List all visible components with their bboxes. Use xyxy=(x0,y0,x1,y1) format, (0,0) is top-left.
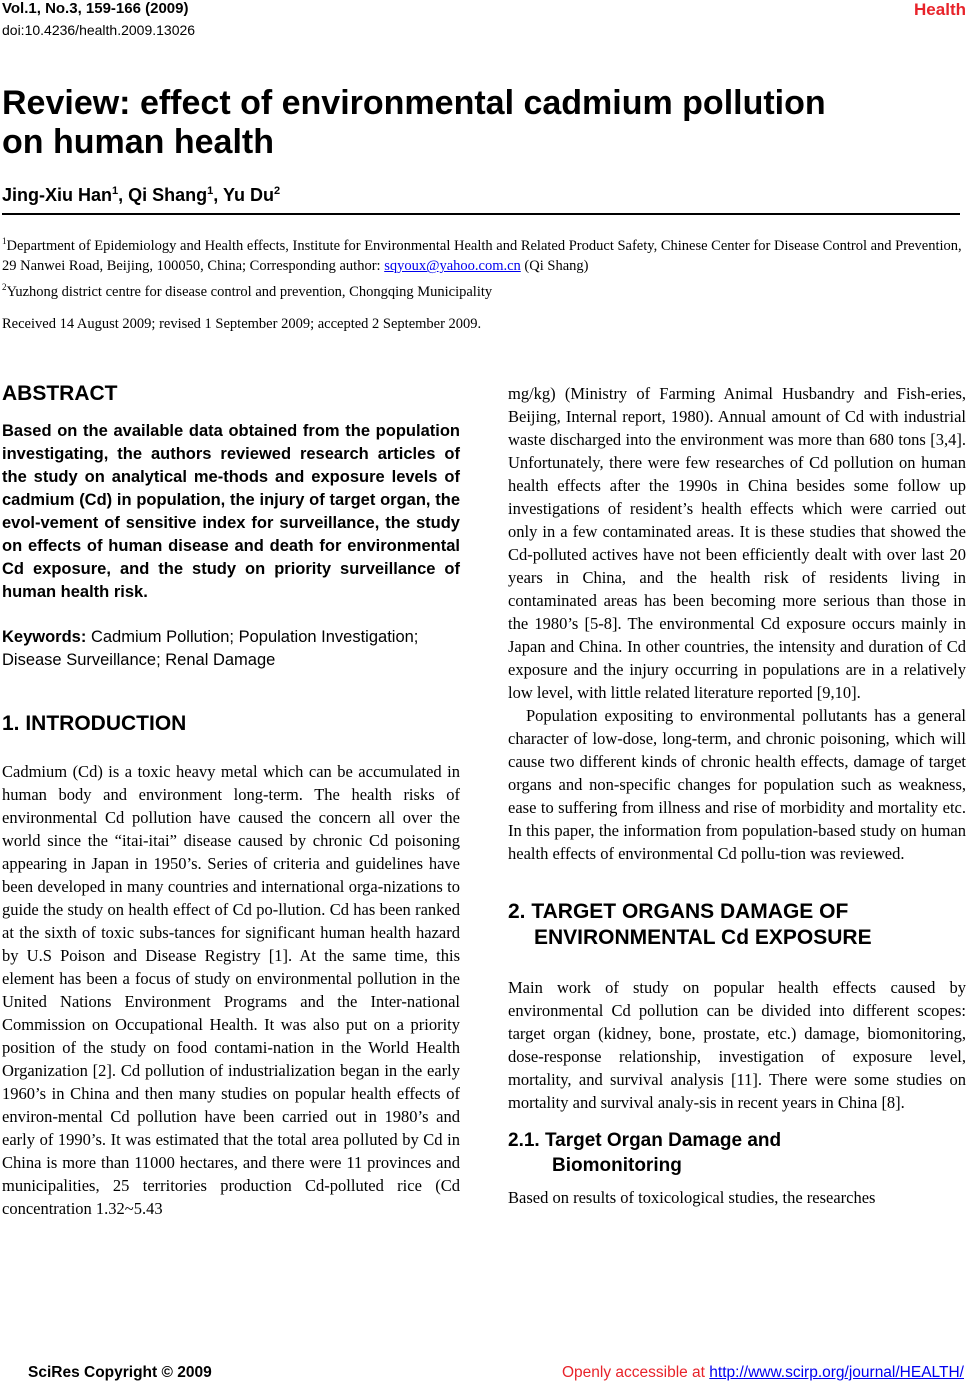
affiliation-2: Yuzhong district centre for disease control and prevention, Chongqing Municipality xyxy=(6,283,493,300)
author-affiliation-mark: 1 xyxy=(207,185,214,197)
journal-url-link[interactable]: http://www.scirp.org/journal/HEALTH/ xyxy=(709,1364,964,1381)
title-divider xyxy=(2,213,960,215)
intro-paragraph-continued: mg/kg) (Ministry of Farming Animal Husbandry and Fish-eries, Beijing, Internal report, 1980). Annual amount of Cd with industrial waste discharged into the environment was more than 680 tons [3,4]. Unfortunately, there were few researches of Cd pollution on human health effects after the 1990s in China besides some follow up investigations of resident’s health effects which were carried out only in a few contaminated areas. It is these studies that showed the Cd-polluted actives have not been efficiently dealt with over last 20 years in China, and the health risk of residents living in contaminated areas has been becoming more serious than those in the 1980’s [5-8]. The environmental Cd exposure occurs mainly in Japan and China. In other countries, the intensity and duration of Cd exposure and the injury occurring in populations are in a relatively low level, with little related literature reported [9,10]. xyxy=(508,384,966,702)
subsection-heading-line-1: 2.1. Target Organ Damage and xyxy=(508,1130,782,1151)
abstract-text: Based on the available data obtained from the population investigating, the authors reviewed research articles of the study on analytical me-thods and exposure levels of cadmium (Cd) in population, the injury of target organ, the evol-vement of sensitive index for surveillance, the study on effects of human disease and death for environmental Cd exposure, and the study on priority surveillance of human health risk. xyxy=(2,422,460,601)
section-2-heading xyxy=(508,899,966,951)
affiliation-1: Department of Epidemiology and Health effects, Institute for Environmental Health and Related Product Safety, Chinese Center for Disease Control and Prevention, 29 Nanwei Road, Beijing, 100050, China; Corresponding author: xyxy=(2,237,962,275)
author-affiliation-mark: 2 xyxy=(274,185,281,197)
affiliation-mark: 2 xyxy=(2,281,7,292)
author-affiliation-mark: 1 xyxy=(112,185,119,197)
subsection-heading-line-2: Biomonitoring xyxy=(552,1155,682,1176)
title-line-2: on human health xyxy=(2,123,274,161)
author-name: Qi Shang xyxy=(128,185,208,205)
subsection-paragraph: Based on results of toxicological studies, the researches xyxy=(508,1188,876,1207)
intro-paragraph-2: Population expositing to environmental pollutants has a general character of low-dose, long-term, and chronic poisoning, which will cause two different kinds of chronic health effects, damage of target organs and non-specific changes for population such as weakness, ease to suffering from illness and rise of morbidity and mortality etc. In this paper, the information from population-based study on human health effects of environmental Cd pollu-tion was reviewed. xyxy=(508,706,966,863)
introduction-heading: 1. INTRODUCTION xyxy=(2,712,187,735)
email-link[interactable]: sqyoux@yahoo.com.cn xyxy=(384,258,521,275)
paper-title xyxy=(2,84,962,162)
left-column xyxy=(2,382,460,1220)
right-column xyxy=(508,382,966,1209)
volume-info: Vol.1, No.3, 159-166 (2009) xyxy=(2,0,189,17)
intro-paragraph: Cadmium (Cd) is a toxic heavy metal which can be accumulated in human body and environment long-term. The health risks of environmental Cd pollution have caused the concern all over the world since the “itai-itai” disease caused by chronic Cd poisoning appearing in Japan in 1950’s. Series of criteria and guidelines have been developed in many countries and international orga-nizations to guide the study on health effect of Cd po-llution. Cd has been ranked at the sixth of toxic subs-tances for significant human health hazard by U.S Poison and Disease Registry [1]. At the same time, this element has been a focus of study on environmental pollution in the United Nations Environment Programs and the Inter-national Commission on Occupational Health. It was also put on a priority position of the study on food contami-nation in the World Health Organization [2]. Cd pollution of industrialization began in the early 1960’s in China and then many studies on popular health effects of environ-mental Cd pollution have been carried out in 1980’s and early of 1990’s. It was estimated that the total area polluted by Cd in China is more than 11000 hectares, and there were 11 provinces and municipalities, 25 territories production Cd-polluted rice (Cd concentration 1.32~5.43 xyxy=(2,762,460,1218)
access-text: Openly accessible at xyxy=(561,1364,710,1381)
subsection-2-1-heading xyxy=(508,1128,966,1178)
doi: doi:10.4236/health.2009.13026 xyxy=(2,22,196,38)
keywords xyxy=(2,626,460,672)
affiliation-mark: 1 xyxy=(2,236,7,246)
copyright: SciRes Copyright © 2009 xyxy=(28,1364,212,1381)
section-2-paragraph: Main work of study on popular health effects caused by environmental Cd pollution can be divided into different scopes: target organ (kidney, bone, prostate, etc.) damage, biomonitoring, dose-response relationship, investigation of exposure level, mortality, and survival analysis [11]. There were some studies on mortality and survival analy-sis in recent years in China [8]. xyxy=(508,978,966,1112)
corresponding-author-note: (Qi Shang) xyxy=(520,258,589,275)
keywords-label: Keywords: xyxy=(2,628,87,646)
section-2-heading-line-2: ENVIRONMENTAL Cd EXPOSURE xyxy=(534,926,872,949)
author-name: Jing-Xiu Han xyxy=(2,185,113,205)
received-dates: Received 14 August 2009; revised 1 September 2009; accepted 2 September 2009. xyxy=(2,316,482,332)
title-line-1: Review: effect of environmental cadmium pollution xyxy=(2,84,826,122)
author-list: Jing-Xiu Han$^1$, Qi Shang$^1$, Yu Du$^2$ xyxy=(2,185,281,205)
journal-name: Health xyxy=(914,0,966,19)
access-note xyxy=(562,1364,964,1382)
keywords-list: Cadmium Pollution; Population Investigation; Disease Surveillance; Renal Damage xyxy=(2,628,419,669)
section-2-heading-line-1: 2. TARGET ORGANS DAMAGE OF xyxy=(508,900,849,923)
affiliations xyxy=(2,231,966,302)
abstract-heading: ABSTRACT xyxy=(2,382,118,405)
author-name: Yu Du xyxy=(222,185,274,205)
